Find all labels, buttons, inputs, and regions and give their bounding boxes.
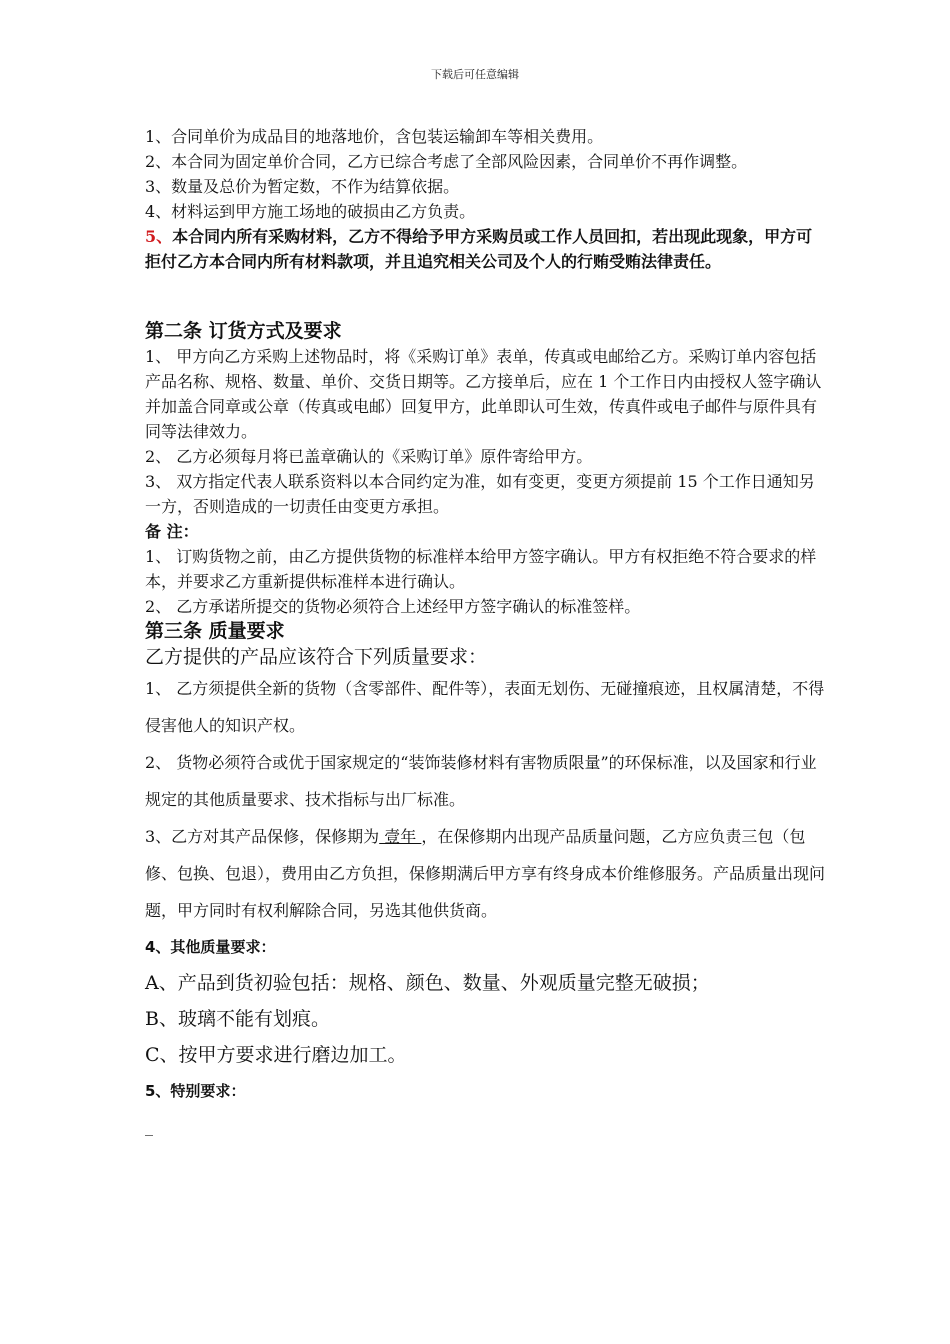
clause-5-number: 5、 [145, 227, 173, 246]
page-header-note: 下载后可任意编辑 [431, 68, 519, 81]
section-2-note-2: 2、 乙方承诺所提交的货物必须符合上述经甲方签字确认的标准签样。 [145, 597, 641, 616]
special-requirements-value: _ [145, 1117, 153, 1136]
contract-body [145, 124, 825, 1145]
section-2-item-2: 2、 乙方必须每月将已盖章确认的《采购订单》原件寄给甲方。 [145, 447, 593, 466]
quality-item-a: A、产品到货初验包括：规格、颜色、数量、外观质量完整无破损； [145, 972, 710, 994]
clause-5-text: 本合同内所有采购材料，乙方不得给予甲方采购员或工作人员回扣，若出现此现象，甲方可拒付乙方本合同内所有材料款项，并且追究相关公司及个人的行贿受贿法律责任。 [145, 227, 813, 271]
section-3-item-5-title: 5、特别要求： [145, 1082, 246, 1100]
section-2-item-1: 1、 甲方向乙方采购上述物品时，将《采购订单》表单，传真或电邮给乙方。采购订单内容包括产品名称、规格、数量、单价、交货日期等。乙方接单后，应在 1 个工作日内由授权人签字确认并加盖合同章或公章（传真或电邮）回复甲方，此单即认可生效，传真件或电子邮件与原件具有同等法律效力。 [145, 347, 822, 441]
clause-4: 4、材料运到甲方施工场地的破损由乙方负责。 [145, 202, 476, 221]
section-3-item-3 [145, 818, 825, 929]
section-2-item-3: 3、 双方指定代表人联系资料以本合同约定为准，如有变更，变更方须提前 15 个工作日通知另一方，否则造成的一切责任由变更方承担。 [145, 472, 815, 516]
item-3-suffix: ，在保修期内出现产品质量问题，乙方应负责三包（包修、包换、包退），费用由乙方负担，保修期满后甲方享有终身成本价维修服务。产品质量出现问题，甲方同时有权利解除合同，另选其他供货商。 [145, 827, 826, 920]
warranty-term: 壹年 [379, 827, 422, 846]
section-3-item-2: 2、 货物必须符合或优于国家规定的“装饰装修材料有害物质限量”的环保标准，以及国家和行业规定的其他质量要求、技术指标与出厂标准。 [145, 753, 817, 809]
clause-5 [145, 224, 825, 274]
section-3-item-4-title: 4、其他质量要求： [145, 938, 276, 956]
section-3-item-1: 1、 乙方须提供全新的货物（含零部件、配件等），表面无划伤、无碰撞痕迹，且权属清楚，不得侵害他人的知识产权。 [145, 679, 825, 735]
clause-2: 2、本合同为固定单价合同，乙方已综合考虑了全部风险因素，合同单价不再作调整。 [145, 152, 748, 171]
item-3-prefix: 3、乙方对其产品保修，保修期为 [145, 827, 380, 846]
section-2-title: 第二条 订货方式及要求 [145, 320, 342, 342]
section-3-title: 第三条 质量要求 [145, 620, 285, 642]
section-2-note-1: 1、 订购货物之前，由乙方提供货物的标准样本给甲方签字确认。甲方有权拒绝不符合要求的样本，并要求乙方重新提供标准样本进行确认。 [145, 547, 817, 591]
quality-item-c: C、按甲方要求进行磨边加工。 [145, 1044, 407, 1066]
section-2-note-label: 备 注： [145, 522, 199, 541]
section-3-lead: 乙方提供的产品应该符合下列质量要求： [145, 646, 488, 668]
quality-item-b: B、玻璃不能有划痕。 [145, 1008, 330, 1030]
clause-1: 1、合同单价为成品目的地落地价，含包装运输卸车等相关费用。 [145, 127, 604, 146]
clause-3: 3、数量及总价为暂定数，不作为结算依据。 [145, 177, 460, 196]
